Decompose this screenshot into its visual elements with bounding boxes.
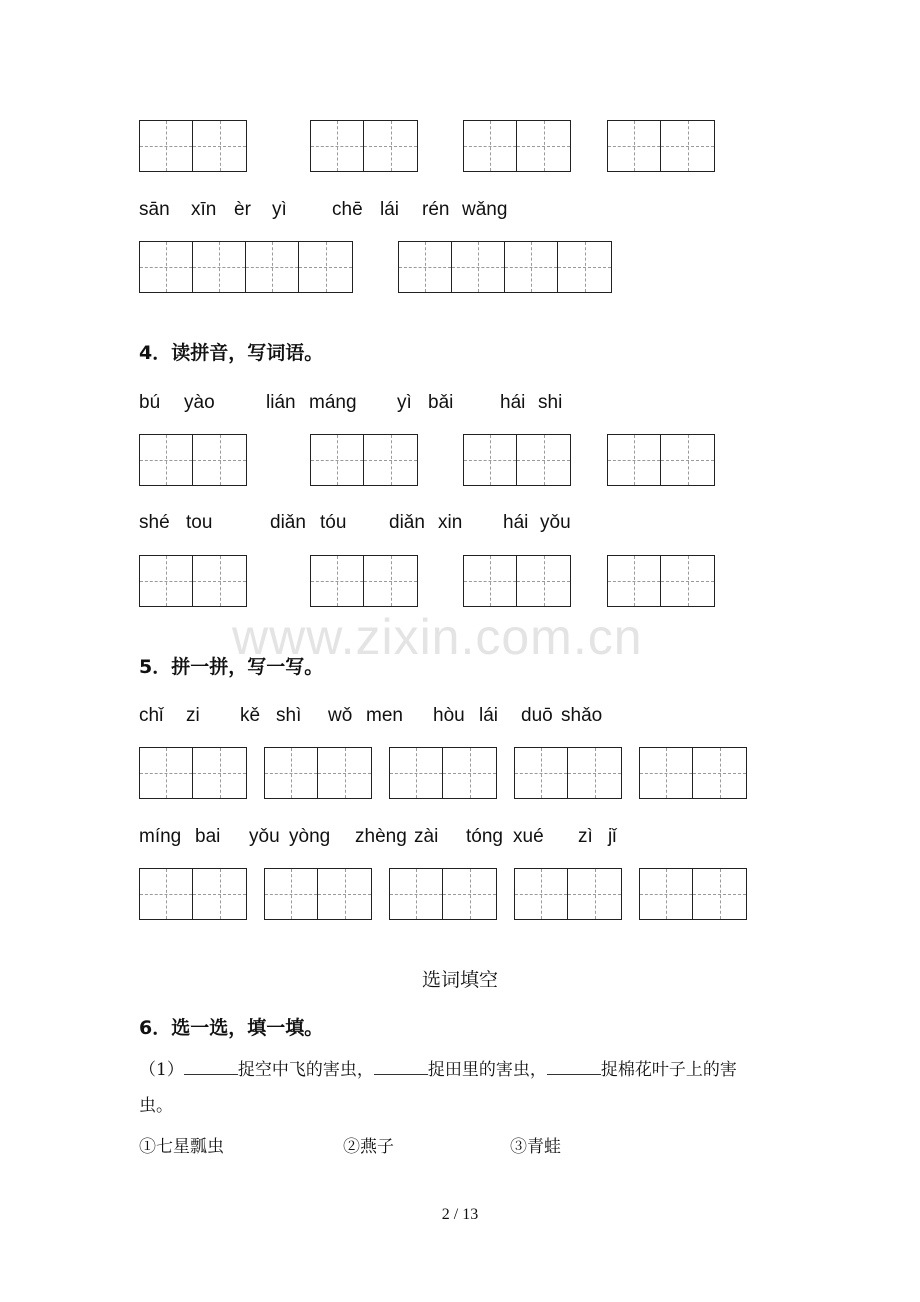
writing-grid[interactable] (607, 434, 715, 486)
grid-cell[interactable] (505, 242, 558, 292)
pinyin-syllable: yì (397, 392, 412, 413)
grid-cell[interactable] (193, 242, 246, 292)
writing-grid[interactable] (264, 868, 372, 920)
answer-blank[interactable] (547, 1056, 601, 1075)
pinyin-syllable: tóng (466, 826, 503, 847)
grid-cell[interactable] (193, 869, 246, 919)
grid-cell[interactable] (568, 748, 621, 798)
grid-cell[interactable] (311, 121, 364, 171)
grid-cell[interactable] (311, 556, 364, 606)
pinyin-syllable: míng (139, 826, 182, 847)
grid-cell[interactable] (140, 121, 193, 171)
pinyin-syllable: zì (578, 826, 593, 847)
pinyin-syllable: xué (513, 826, 544, 847)
pinyin-syllable: yǒu (249, 826, 280, 847)
pinyin-syllable: sān (139, 199, 170, 220)
page-number: 2 / 13 (441, 1206, 479, 1223)
pinyin-syllable: chē (332, 199, 363, 220)
answer-blank[interactable] (374, 1056, 428, 1075)
writing-grid[interactable] (139, 868, 247, 920)
grid-cell[interactable] (265, 869, 318, 919)
writing-grid[interactable] (639, 747, 747, 799)
writing-grid[interactable] (139, 555, 247, 607)
writing-grid[interactable] (310, 555, 418, 607)
pinyin-syllable: kě (240, 705, 261, 726)
section-title: 选词填空 (421, 969, 498, 991)
question-4-heading: 4．读拼音，写词语。 (139, 342, 324, 364)
pinyin-syllable: zi (186, 705, 200, 726)
pinyin-syllable: wǎng (462, 199, 508, 220)
grid-cell[interactable] (140, 869, 193, 919)
pinyin-syllable: shé (139, 512, 170, 533)
writing-grid[interactable] (310, 434, 418, 486)
grid-cell[interactable] (193, 435, 246, 485)
answer-blank[interactable] (184, 1056, 238, 1075)
question-5-heading: 5．拼一拼，写一写。 (139, 656, 324, 678)
pinyin-syllable: lái (479, 705, 499, 726)
pinyin-syllable: jǐ (608, 826, 617, 847)
pinyin-syllable: bǎi (428, 392, 454, 413)
grid-cell[interactable] (608, 556, 661, 606)
grid-cell[interactable] (246, 242, 299, 292)
pinyin-syllable: lián (266, 392, 296, 413)
grid-cell[interactable] (443, 869, 496, 919)
grid-cell[interactable] (140, 435, 193, 485)
grid-cell[interactable] (515, 748, 568, 798)
writing-grid[interactable] (514, 868, 622, 920)
pinyin-syllable: yǒu (540, 512, 571, 533)
writing-grid[interactable] (639, 868, 747, 920)
pinyin-syllable: hái (503, 512, 529, 533)
pinyin-syllable: duō (521, 705, 553, 726)
grid-cell[interactable] (390, 748, 443, 798)
writing-grid[interactable] (607, 555, 715, 607)
pinyin-syllable: bai (195, 826, 221, 847)
item-text: 捉空中飞的害虫， (237, 1060, 374, 1080)
grid-cell[interactable] (693, 869, 746, 919)
item-number: （1） (139, 1060, 184, 1080)
grid-cell[interactable] (265, 748, 318, 798)
grid-cell[interactable] (318, 748, 371, 798)
question-6-item-1 (139, 1054, 737, 1086)
pinyin-syllable: zài (414, 826, 439, 847)
writing-grid[interactable] (463, 555, 571, 607)
grid-cell[interactable] (661, 121, 714, 171)
grid-cell[interactable] (364, 435, 417, 485)
grid-cell[interactable] (193, 748, 246, 798)
pinyin-syllable: tóu (320, 512, 347, 533)
grid-cell[interactable] (515, 869, 568, 919)
grid-cell[interactable] (661, 435, 714, 485)
grid-cell[interactable] (464, 435, 517, 485)
grid-cell[interactable] (140, 556, 193, 606)
grid-cell[interactable] (193, 121, 246, 171)
grid-cell[interactable] (390, 869, 443, 919)
pinyin-syllable: hòu (433, 705, 465, 726)
grid-cell[interactable] (193, 556, 246, 606)
writing-grid[interactable] (139, 241, 353, 293)
option-1: ①七星瓢虫 (139, 1137, 224, 1157)
pinyin-syllable: wǒ (328, 705, 353, 726)
grid-cell[interactable] (608, 435, 661, 485)
grid-cell[interactable] (399, 242, 452, 292)
pinyin-syllable: chǐ (139, 705, 164, 726)
writing-grid[interactable] (264, 747, 372, 799)
writing-grid[interactable] (514, 747, 622, 799)
grid-cell[interactable] (140, 242, 193, 292)
option-3: ③青蛙 (510, 1137, 561, 1157)
pinyin-syllable: diǎn (270, 512, 306, 533)
grid-cell[interactable] (693, 748, 746, 798)
pinyin-syllable: lái (380, 199, 400, 220)
writing-grid[interactable] (398, 241, 612, 293)
grid-cell[interactable] (661, 556, 714, 606)
pinyin-syllable: xin (438, 512, 463, 533)
item-text: 捉棉花叶子上的害 (600, 1060, 737, 1080)
grid-cell[interactable] (517, 121, 570, 171)
grid-cell[interactable] (608, 121, 661, 171)
writing-grid[interactable] (463, 120, 571, 172)
writing-grid[interactable] (389, 747, 497, 799)
watermark: www.zixin.com.cn (232, 609, 643, 665)
grid-cell[interactable] (640, 869, 693, 919)
pinyin-syllable: diǎn (389, 512, 425, 533)
pinyin-syllable: tou (186, 512, 213, 533)
question-6-heading: 6．选一选，填一填。 (139, 1017, 324, 1039)
pinyin-syllable: bú (139, 392, 161, 413)
writing-grid[interactable] (389, 868, 497, 920)
grid-cell[interactable] (299, 242, 352, 292)
pinyin-syllable: zhèng (355, 826, 407, 847)
writing-grid[interactable] (310, 120, 418, 172)
grid-cell[interactable] (464, 556, 517, 606)
grid-cell[interactable] (558, 242, 611, 292)
pinyin-syllable: yòng (289, 826, 331, 847)
pinyin-syllable: hái (500, 392, 526, 413)
grid-cell[interactable] (464, 121, 517, 171)
pinyin-syllable: shǎo (561, 705, 603, 726)
grid-cell[interactable] (311, 435, 364, 485)
pinyin-syllable: men (366, 705, 403, 726)
item-text: 捉田里的害虫， (427, 1060, 547, 1080)
pinyin-syllable: shi (538, 392, 563, 413)
grid-cell[interactable] (640, 748, 693, 798)
grid-cell[interactable] (364, 121, 417, 171)
pinyin-syllable: rén (422, 199, 450, 220)
pinyin-syllable: èr (234, 199, 251, 220)
pinyin-syllable: máng (309, 392, 357, 413)
pinyin-syllable: yào (184, 392, 215, 413)
grid-cell[interactable] (517, 435, 570, 485)
option-2: ②燕子 (343, 1137, 394, 1157)
writing-grid[interactable] (607, 120, 715, 172)
pinyin-syllable: xīn (191, 199, 217, 220)
pinyin-syllable: yì (272, 199, 287, 220)
grid-cell[interactable] (364, 556, 417, 606)
grid-cell[interactable] (140, 748, 193, 798)
grid-cell[interactable] (318, 869, 371, 919)
writing-grid[interactable] (463, 434, 571, 486)
grid-cell[interactable] (452, 242, 505, 292)
writing-grid[interactable] (139, 434, 247, 486)
question-6-item-1-continued: 虫。 (139, 1096, 173, 1116)
pinyin-syllable: shì (276, 705, 302, 726)
writing-grid[interactable] (139, 747, 247, 799)
grid-cell[interactable] (443, 748, 496, 798)
grid-cell[interactable] (568, 869, 621, 919)
writing-grid[interactable] (139, 120, 247, 172)
grid-cell[interactable] (517, 556, 570, 606)
